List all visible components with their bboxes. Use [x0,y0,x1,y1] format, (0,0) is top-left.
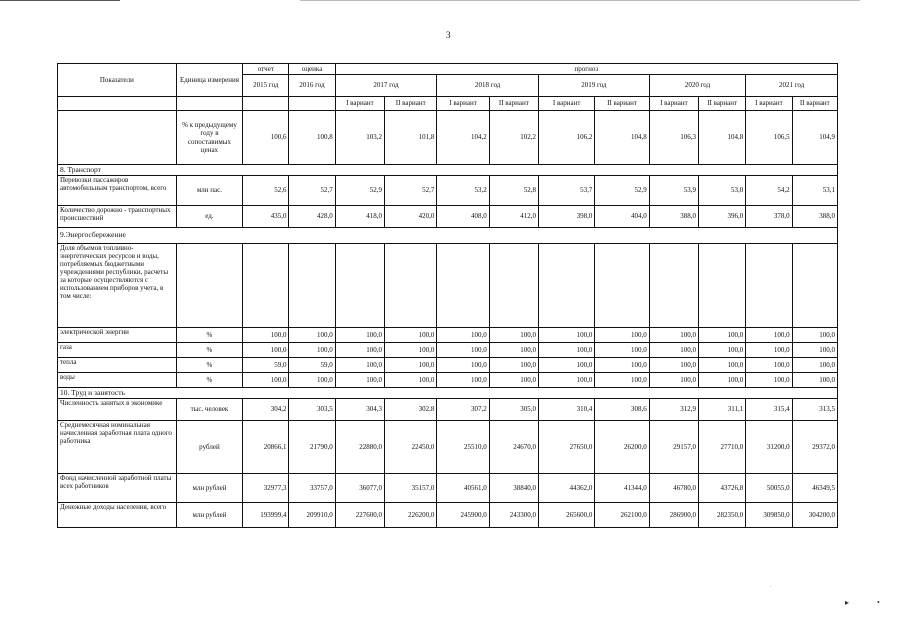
value-cell: 106,3 [649,111,698,165]
empty-cell [289,244,335,328]
value-cell: 100,0 [489,343,538,358]
value-cell: 100,0 [335,373,384,388]
value-cell: 388,0 [792,206,837,228]
value-cell: 21790,0 [289,421,335,474]
value-cell: 100,0 [489,373,538,388]
value-cell: 100,0 [437,343,489,358]
value-cell: 24670,0 [489,421,538,474]
value-cell: 226200,0 [385,503,437,528]
table-row [58,176,838,206]
value-cell: 100,8 [289,111,335,165]
row-unit: тыс. человек [176,399,242,421]
value-cell: 52,7 [289,176,335,206]
value-cell: 106,2 [539,111,595,165]
value-cell: 53,2 [437,176,489,206]
value-cell: 309850,0 [746,503,792,528]
value-cell: 100,0 [335,328,384,343]
scan-mark: ▸ [845,598,850,607]
header-year-2017: 2017 год [335,75,437,97]
value-cell: 27650,0 [539,421,595,474]
variant-2-2018: II вариант [489,97,538,111]
value-cell: 53,7 [539,176,595,206]
value-cell: 265600,0 [539,503,595,528]
variant-1-2017: I вариант [335,97,384,111]
empty-cell [385,244,437,328]
value-cell: 100,0 [385,373,437,388]
value-cell: 25510,0 [437,421,489,474]
table-row [58,358,838,373]
value-cell: 31200,0 [746,421,792,474]
value-cell: 435,0 [243,206,289,228]
empty-cell [58,97,177,111]
value-cell: 412,0 [489,206,538,228]
header-year-2020: 2020 год [649,75,746,97]
value-cell: 100,0 [243,343,289,358]
empty-cell [335,244,384,328]
value-cell: 100,0 [792,358,837,373]
value-cell: 100,0 [289,328,335,343]
value-cell: 43726,8 [699,474,746,503]
value-cell: 100,0 [289,343,335,358]
table-row [58,228,838,244]
value-cell: 311,1 [699,399,746,421]
empty-cell [176,97,242,111]
page-number: 3 [446,30,451,40]
value-cell: 22880,0 [335,421,384,474]
value-cell: 100,0 [746,343,792,358]
header-year-2019: 2019 год [539,75,650,97]
value-cell: 36077,0 [335,474,384,503]
variant-2-2020: II вариант [699,97,746,111]
value-cell: 52,8 [489,176,538,206]
header-indicator: Показатели [58,64,177,97]
value-cell: 100,0 [385,328,437,343]
row-unit: млн пас. [176,176,242,206]
value-cell: 100,0 [649,343,698,358]
value-cell: 103,2 [335,111,384,165]
table-row [58,206,838,228]
table-row [58,421,838,474]
value-cell: 245900,0 [437,503,489,528]
value-cell: 53,1 [792,176,837,206]
value-cell: 27710,0 [699,421,746,474]
row-unit: % к предыдущему году в сопоставимых ценах [176,111,242,165]
value-cell: 100,0 [539,343,595,358]
header-year-2021: 2021 год [746,75,838,97]
table-row [58,111,838,165]
value-cell: 101,8 [385,111,437,165]
forecast-table [57,63,838,528]
value-cell: 315,4 [746,399,792,421]
table-row [58,388,838,399]
empty-cell [489,244,538,328]
value-cell: 35157,0 [385,474,437,503]
row-label: Перевозки пассажиров автомобильным транспортом, всего [58,176,177,206]
value-cell: 50055,0 [746,474,792,503]
value-cell: 32977,3 [243,474,289,503]
row-unit: ед. [176,206,242,228]
scan-mark: • [877,598,880,607]
value-cell: 100,0 [385,343,437,358]
value-cell: 52,9 [335,176,384,206]
value-cell: 53,9 [649,176,698,206]
value-cell: 100,0 [489,358,538,373]
header-forecast: прогноз [335,64,837,75]
table-row [58,165,838,176]
value-cell: 100,0 [649,328,698,343]
value-cell: 100,0 [243,373,289,388]
value-cell: 106,5 [746,111,792,165]
value-cell: 52,9 [595,176,649,206]
empty-cell [595,244,649,328]
value-cell: 404,0 [595,206,649,228]
value-cell: 100,0 [649,358,698,373]
value-cell: 100,0 [539,328,595,343]
value-cell: 100,0 [289,373,335,388]
value-cell: 100,0 [539,373,595,388]
row-label [58,111,177,165]
empty-cell [176,244,242,328]
value-cell: 304,2 [243,399,289,421]
value-cell: 104,8 [699,111,746,165]
value-cell: 33757,0 [289,474,335,503]
value-cell: 378,0 [746,206,792,228]
section-title: 10. Труд и занятость [58,388,838,399]
empty-cell [699,244,746,328]
value-cell: 308,6 [595,399,649,421]
row-unit: млн рублей [176,474,242,503]
row-label: Среднемесячная номинальная начисленная заработная плата одного работника [58,421,177,474]
value-cell: 104,8 [595,111,649,165]
empty-cell [243,244,289,328]
value-cell: 312,9 [649,399,698,421]
header-row-1 [58,64,838,75]
table-row [58,399,838,421]
value-cell: 102,2 [489,111,538,165]
header-year-2015: 2015 год [243,75,289,97]
value-cell: 100,0 [649,373,698,388]
variant-1-2020: I вариант [649,97,698,111]
value-cell: 26200,0 [595,421,649,474]
header-row-variants [58,97,838,111]
value-cell: 20866,1 [243,421,289,474]
table-row [58,244,838,328]
table-row [58,474,838,503]
header-unit: Единица измерения [176,64,242,97]
value-cell: 100,0 [746,373,792,388]
table-row [58,343,838,358]
scan-mark: · [770,585,772,590]
empty-cell [437,244,489,328]
empty-cell [289,97,335,111]
value-cell: 100,0 [746,358,792,373]
value-cell: 100,0 [595,328,649,343]
empty-cell [243,97,289,111]
value-cell: 100,6 [243,111,289,165]
empty-cell [746,244,792,328]
value-cell: 307,2 [437,399,489,421]
value-cell: 227600,0 [335,503,384,528]
value-cell: 22450,0 [385,421,437,474]
variant-1-2021: I вариант [746,97,792,111]
value-cell: 29372,0 [792,421,837,474]
value-cell: 304,3 [335,399,384,421]
value-cell: 304200,0 [792,503,837,528]
value-cell: 408,0 [437,206,489,228]
value-cell: 52,7 [385,176,437,206]
value-cell: 305,0 [489,399,538,421]
value-cell: 100,0 [335,358,384,373]
value-cell: 59,0 [289,358,335,373]
value-cell: 398,0 [539,206,595,228]
row-label: Количество дорожно - транспортных происшествий [58,206,177,228]
value-cell: 396,0 [699,206,746,228]
value-cell: 428,0 [289,206,335,228]
section-title: 9.Энергосбережение [58,228,838,244]
value-cell: 193999,4 [243,503,289,528]
empty-cell [649,244,698,328]
header-estimate: оценка [289,64,335,75]
value-cell: 44362,0 [539,474,595,503]
value-cell: 100,0 [385,358,437,373]
table-row [58,328,838,343]
row-unit: % [176,343,242,358]
value-cell: 313,5 [792,399,837,421]
value-cell: 100,0 [243,328,289,343]
value-cell: 53,0 [699,176,746,206]
row-label: тепла [58,358,177,373]
value-cell: 243300,0 [489,503,538,528]
row-label: Фонд начисленной заработной платы всех работников [58,474,177,503]
variant-2-2019: II вариант [595,97,649,111]
empty-cell [539,244,595,328]
row-label: Численность занятых в экономике [58,399,177,421]
value-cell: 100,0 [595,358,649,373]
top-scan-line [0,0,120,1]
value-cell: 100,0 [489,328,538,343]
variant-2-2017: II вариант [385,97,437,111]
header-year-2016: 2016 год [289,75,335,97]
row-label: газа [58,343,177,358]
value-cell: 388,0 [649,206,698,228]
row-label: Денежные доходы населения, всего [58,503,177,528]
value-cell: 262100,0 [595,503,649,528]
value-cell: 54,2 [746,176,792,206]
value-cell: 100,0 [699,328,746,343]
row-label: электрической энергии [58,328,177,343]
value-cell: 286900,0 [649,503,698,528]
row-unit: % [176,358,242,373]
table-row [58,503,838,528]
section-title: 8. Транспорт [58,165,838,176]
value-cell: 100,0 [595,343,649,358]
value-cell: 100,0 [539,358,595,373]
value-cell: 100,0 [746,328,792,343]
value-cell: 209910,0 [289,503,335,528]
value-cell: 303,5 [289,399,335,421]
value-cell: 282350,0 [699,503,746,528]
value-cell: 100,0 [699,343,746,358]
value-cell: 40561,0 [437,474,489,503]
value-cell: 100,0 [437,358,489,373]
value-cell: 59,0 [243,358,289,373]
value-cell: 100,0 [335,343,384,358]
row-unit: % [176,373,242,388]
value-cell: 100,0 [437,373,489,388]
value-cell: 46349,5 [792,474,837,503]
header-report: отчет [243,64,289,75]
table-row [58,373,838,388]
variant-1-2018: I вариант [437,97,489,111]
value-cell: 104,2 [437,111,489,165]
value-cell: 46780,0 [649,474,698,503]
value-cell: 29157,0 [649,421,698,474]
value-cell: 100,0 [792,343,837,358]
value-cell: 100,0 [792,373,837,388]
value-cell: 100,0 [699,373,746,388]
empty-cell [792,244,837,328]
value-cell: 310,4 [539,399,595,421]
row-unit: % [176,328,242,343]
value-cell: 100,0 [792,328,837,343]
top-scan-line-right [300,0,860,1]
value-cell: 420,0 [385,206,437,228]
row-unit: млн рублей [176,503,242,528]
value-cell: 104,9 [792,111,837,165]
variant-2-2021: II вариант [792,97,837,111]
row-unit: рублей [176,421,242,474]
value-cell: 41344,0 [595,474,649,503]
row-label: Доля объемов топливно-энергетических ресурсов и воды, потребляемых бюджетными учреждениями республики, расчеты за которые осуществляются с использованием приборов учета, в том числе: [58,244,177,328]
value-cell: 52,6 [243,176,289,206]
header-year-2018: 2018 год [437,75,539,97]
value-cell: 38840,0 [489,474,538,503]
row-label: воды [58,373,177,388]
value-cell: 100,0 [699,358,746,373]
value-cell: 100,0 [595,373,649,388]
value-cell: 418,0 [335,206,384,228]
variant-1-2019: I вариант [539,97,595,111]
value-cell: 302,8 [385,399,437,421]
value-cell: 100,0 [437,328,489,343]
